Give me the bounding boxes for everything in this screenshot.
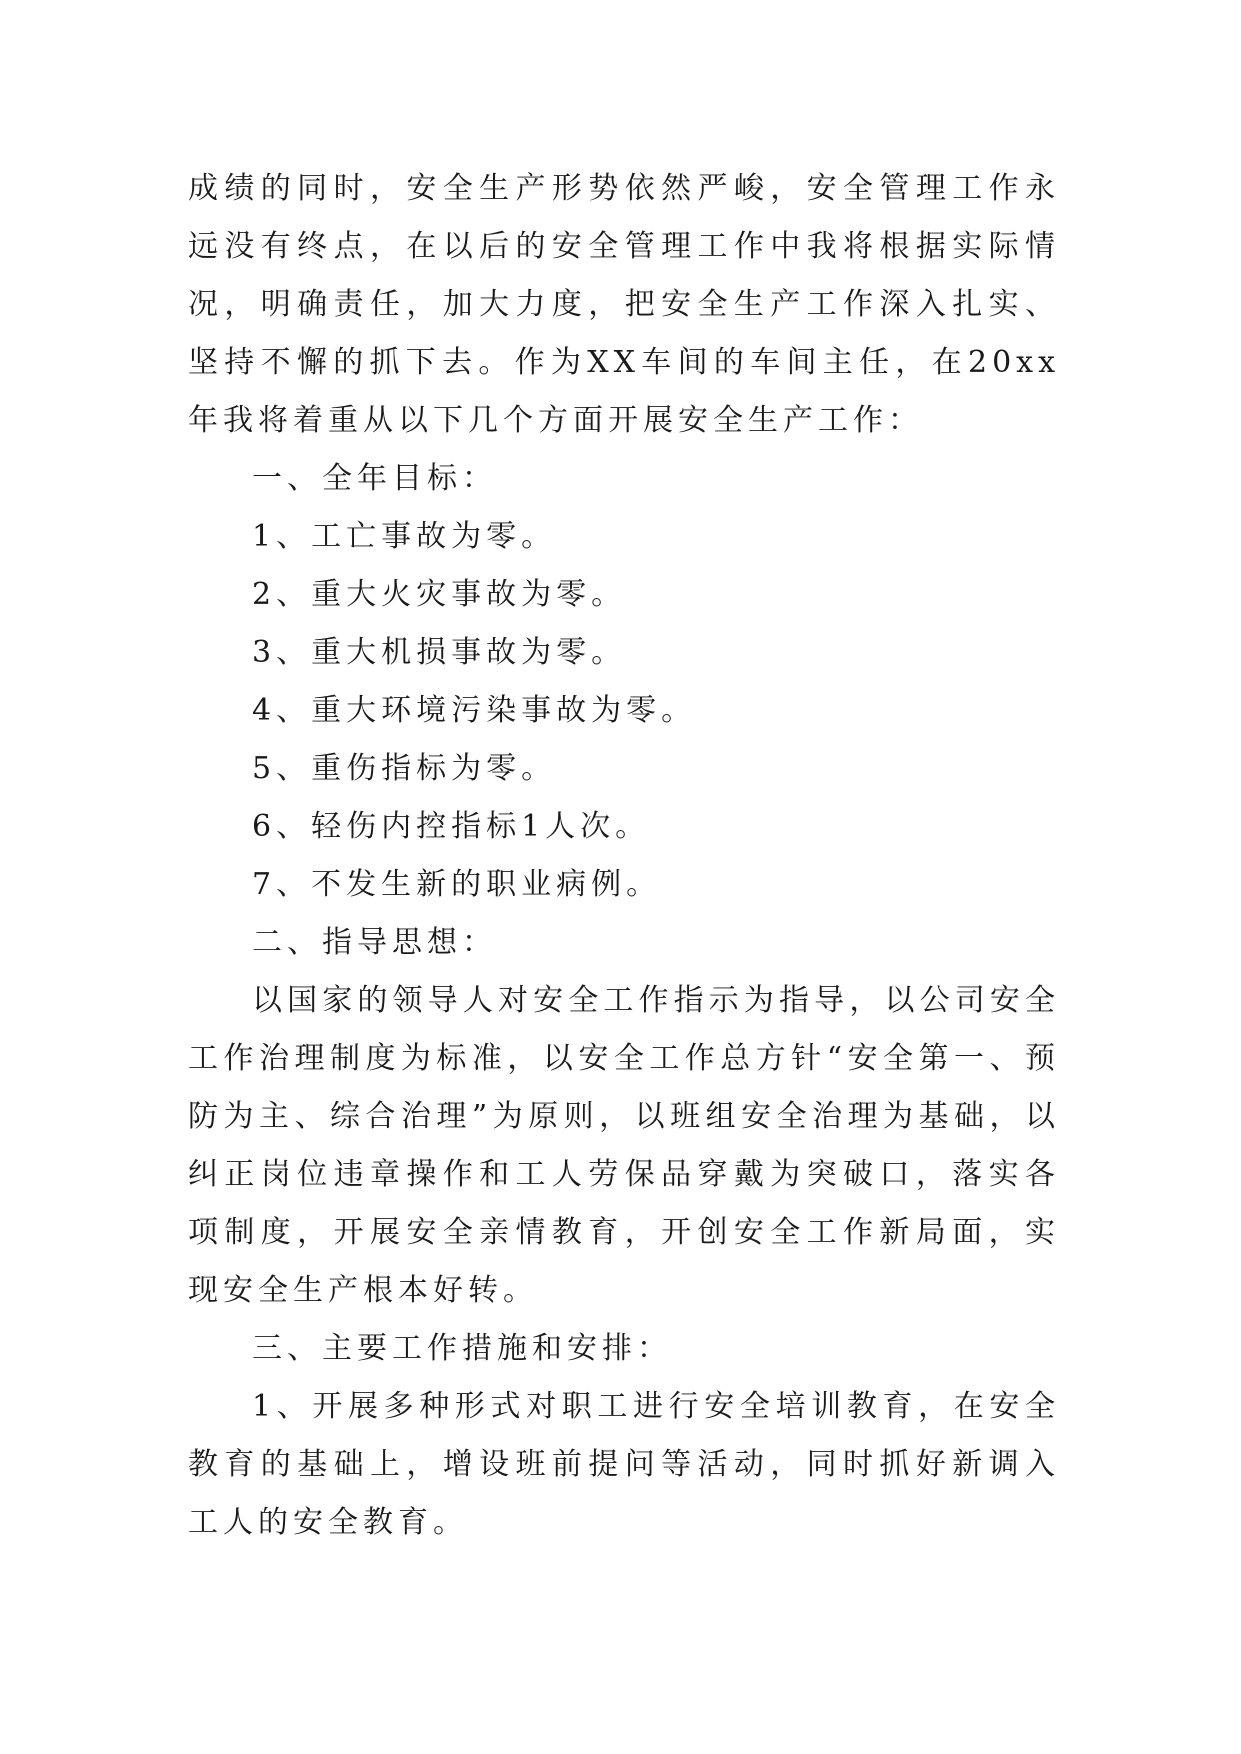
goal-item-3: 3、重大机损事故为零。 — [252, 635, 627, 670]
goal-item-7: 7、不发生新的职业病例。 — [252, 867, 662, 902]
goal-item-4: 4、重大环境污染事故为零。 — [252, 693, 697, 728]
goal-item-5: 5、重伤指标为零。 — [252, 751, 557, 786]
heading-guiding-ideology: 二、指导思想： — [252, 925, 497, 960]
heading-annual-goals: 一、全年目标： — [252, 461, 497, 496]
goal-item-2: 2、重大火灾事故为零。 — [252, 577, 627, 612]
goal-item-1: 1、工亡事故为零。 — [252, 519, 557, 554]
paragraph-guiding-ideology: 以国家的领导人对安全工作指示为指导，以公司安全工作治理制度为标准，以安全工作总方针“安全第一、预防为主、综合治理”为原则，以班组安全治理为基础，以纠正岗位违章操作和工人劳保品穿戴为突破口，落实各项制度，开展安全亲情教育，开创安全工作新局面，实现安全生产根本好转。 — [188, 983, 1060, 1308]
paragraph-intro: 成绩的同时，安全生产形势依然严峻，安全管理工作永远没有终点，在以后的安全管理工作中我将根据实际情况，明确责任，加大力度，把安全生产工作深入扎实、坚持不懈的抓下去。作为XX车间的车间主任，在20xx年我将着重从以下几个方面开展安全生产工作： — [188, 171, 1060, 438]
heading-main-measures: 三、主要工作措施和安排： — [252, 1331, 672, 1366]
measure-item-1: 1、开展多种形式对职工进行安全培训教育，在安全教育的基础上，增设班前提问等活动，同时抓好新调入工人的安全教育。 — [188, 1389, 1060, 1540]
document-body — [188, 160, 1060, 1552]
goal-item-6: 6、轻伤内控指标1人次。 — [252, 809, 651, 844]
